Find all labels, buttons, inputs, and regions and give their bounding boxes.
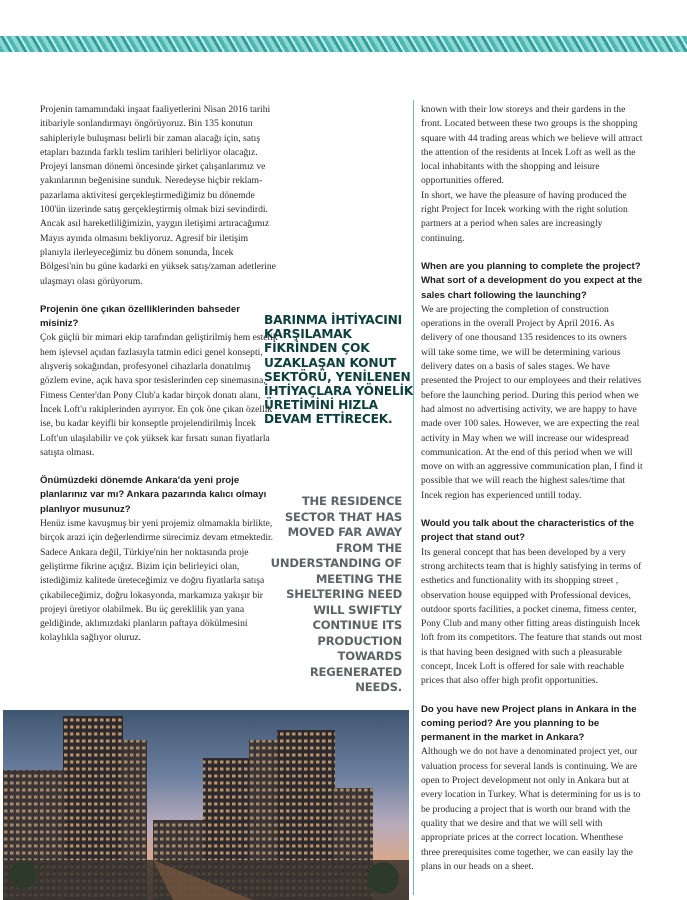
right-question-3: Would you talk about the characteristics of the project that stand out? bbox=[421, 518, 635, 544]
left-paragraph-2: Çok güçlü bir mimari ekip tarafından geliştirilmiş hem estetik hem işlevsel açıdan fazlasıyla tatmin edici genel konsepti, alışveriş sokağından, profesyonel cihazlarla donatılmış gözlem evine, açık hava spor tesislerinden cep sinemasına, Fitness Center'dan Pony Club'a kadar birçok donatı alanı, İncek Loft'u rakiplerinden ayırıyor. En çok öne çıkan özellik ise, bu kadar keyifli bir konseptle projelendirilmiş İncek Loft'un ulaşılabilir ve çok yüksek kar fırsatı sunan fiyatlarla satışta olması. bbox=[40, 332, 278, 458]
left-question-3: Önümüzdeki dönemde Ankara'da yeni proje planlarınız var mı? Ankara pazarında kalıcı olmayı planlıyor musunuz? bbox=[40, 475, 267, 515]
right-question-4: Do you have new Project plans in Ankara in the coming period? Are you planning to be permanent in the market in Ankara? bbox=[421, 703, 637, 744]
right-paragraph-4: Although we do not have a denominated project yet, our valuation process for several lands is continuing. We are open to Project development not only in Ankara but at every location in Turkey. What is determining for us is to be producing a project that is worth our brand with the quality that we desire and that we will sell with appropriate prices at the correct location. Whenthese three prerequisites come together, we can easily lay the plans in our heads on a sheet. bbox=[421, 746, 641, 872]
column-divider bbox=[413, 100, 414, 895]
right-paragraph-1: known with their low storeys and their gardens in the front. Located between these two groups is the shopping square with 44 trading areas which we believe will attract the attention of the residents at Incek Loft as well as the local inhabitants with the shopping and leisure opportunities offered. bbox=[421, 104, 643, 187]
left-question-2: Projenin öne çıkan özelliklerinden bahseder misiniz? bbox=[40, 303, 240, 330]
left-paragraph-1: Projenin tamamındaki inşaat faaliyetlerini Nisan 2016 tarihi itibariyle sonlandırmayı öngörüyoruz. Bin 135 konutun sahipleriyle buluşması belirli bir zaman alacağı için, satış etapları bazında farklı teslim tarihleri belirliyor olacağız. Projeyi lansman dönemi öncesinde şirket çalışanlarımız ve yakınlarının beğenisine sunduk. Neredeyse hiçbir reklam-pazarlama aktivitesi gerçekleştirmediğimiz bu dönemde 100'ün üzerinde satış gerçekleştirmiş olmak bizi sevindirdi. Ancak asıl hareketliliğimizin, yaygın iletişimi artıracağımız Mayıs ayında olmasını bekliyoruz. Agresif bir iletişim planıyla ilerleyeceğimiz bu dönem sonunda, İncek Bölgesi'nin bu güne kadarki en yüksek satış/zaman adetlerine ulaşmayı olası görüyorum. bbox=[40, 104, 276, 287]
pull-quote-turkish: BARINMA İHTİYACINI KARŞILAMAK FİKRİNDEN ÇOK UZAKLAŞAN KONUT SEKTÖRÜ, YENİLENEN İHTİYAÇLARA YÖNELİK ÜRETİMİNİ HIZLA DEVAM ETTİRECEK. bbox=[264, 313, 414, 427]
residence-towers-photo bbox=[3, 710, 409, 900]
decorative-pattern-band bbox=[0, 36, 687, 52]
right-text-column bbox=[421, 103, 643, 874]
towers-illustration bbox=[3, 710, 409, 900]
right-paragraph-1b: In short, we have the pleasure of having produced the right Project for Incek working with the right solution partners at a period when sales are increasingly continuing. bbox=[421, 189, 628, 244]
left-paragraph-3: Henüz isme kavuşmuş bir yeni projemiz olmamakla birlikte, birçok arazi için değerlendirme sürecimiz devam etmektedir. Sadece Ankara değil, Türkiye'nin her noktasında proje geliştirme fikrine açığız. Bizim için belirleyici olan, istediğimiz kalitede üreteceğimiz ve doğru fiyatlarla satışa çıkabileceğimiz, doğru lokasyonda, markamıza yakışır bir projeyi üretiyor olabilmek. Bu üç gereklilik yan yana geldiğinde, aklımızdaki planların paftaya dökülmesini kolaylıkla sağlıyor oluruz. bbox=[40, 518, 274, 644]
left-text-column bbox=[40, 103, 278, 646]
right-question-2: When are you planning to complete the project? What sort of a development do you expect at the sales chart following the launching? bbox=[421, 260, 643, 301]
right-paragraph-3: Its general concept that has been developed by a very strong architects team that is highly satisfying in terms of esthetics and functionality with its shopping street , observation house equipped with Professional devices, outdoor sports facilities, a pocket cinema, fitness center, Pony Club and many other fitting areas distinguish Incek loft from its competitors. The feature that stands out most is that having been designed with such a pleasurable concept, Incek Loft is offered for sale with reachable prices that also offer high profit opportunities. bbox=[421, 546, 642, 687]
pull-quote-english: THE RESIDENCE SECTOR THAT HAS MOVED FAR AWAY FROM THE UNDERSTANDING OF MEETING THE SHELTERING NEED WILL SWIFTLY CONTINUE ITS PRODUCTION TOWARDS REGENERATED NEEDS. bbox=[270, 494, 402, 694]
right-paragraph-2: We are projecting the completion of construction operations in the overall Project by April 2016. As delivery of one thousand 135 residences to its owners will take some time, we will be determining various delivery dates on a basis of sales stages. We have presented the Project to our employees and their relatives before the launching period. During this period when we had almost no advertising activity, we are happy to have made over 100 sales. However, we are expecting the real activity in May when we will increase our widespread communication. At the end of this period when we will move on with an aggressive communication plan, I find it possible that we will reach the highest sales/time that Incek region has experienced untill today. bbox=[421, 303, 643, 501]
